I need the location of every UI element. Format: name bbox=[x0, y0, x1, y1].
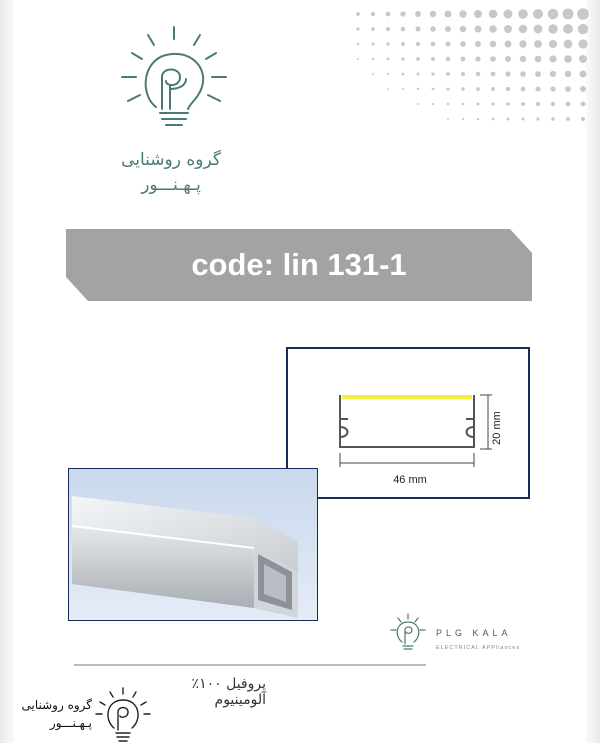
plg-lightbulb-logo bbox=[118, 25, 230, 137]
halftone-dot bbox=[356, 27, 359, 30]
halftone-dot bbox=[431, 72, 434, 75]
halftone-dot bbox=[431, 57, 435, 61]
product-code: code: lin 131-1 bbox=[191, 247, 407, 282]
halftone-dot bbox=[489, 25, 496, 32]
page-edge-left bbox=[0, 0, 14, 743]
halftone-dot bbox=[446, 57, 450, 61]
halftone-dot bbox=[490, 56, 496, 62]
footer-brand-name bbox=[0, 696, 92, 732]
product-photo bbox=[68, 468, 318, 621]
halftone-dot bbox=[562, 8, 573, 19]
halftone-dot bbox=[548, 9, 559, 20]
halftone-dot bbox=[431, 42, 436, 47]
halftone-dot bbox=[577, 8, 589, 20]
halftone-dot bbox=[462, 103, 465, 106]
halftone-dot bbox=[386, 27, 390, 31]
halftone-dot bbox=[430, 26, 436, 32]
halftone-dot bbox=[357, 43, 360, 46]
halftone-dot bbox=[549, 55, 556, 62]
halftone-dot bbox=[564, 55, 572, 63]
halftone-dot bbox=[491, 87, 495, 91]
halftone-dot bbox=[356, 12, 360, 16]
halftone-dot bbox=[461, 57, 466, 62]
halftone-dot bbox=[578, 39, 587, 48]
halftone-dot bbox=[430, 11, 436, 17]
halftone-dot bbox=[460, 41, 466, 47]
halftone-dot bbox=[505, 56, 511, 62]
halftone-dot bbox=[563, 24, 573, 34]
halftone-dot bbox=[475, 41, 481, 47]
product-description: پروفیل ۱۰۰٪ آلومینیوم bbox=[191, 676, 266, 708]
halftone-dot bbox=[400, 11, 405, 16]
product-code-banner bbox=[66, 229, 532, 301]
halftone-dot bbox=[506, 87, 510, 91]
halftone-dot bbox=[372, 73, 374, 75]
halftone-dot bbox=[519, 25, 527, 33]
brand-name-line2: پـهـنـــور bbox=[141, 175, 201, 195]
halftone-dot bbox=[551, 102, 555, 106]
halftone-dot bbox=[371, 27, 375, 31]
halftone-dot bbox=[521, 87, 526, 92]
halftone-dot bbox=[476, 102, 479, 105]
halftone-dot bbox=[416, 42, 420, 46]
halftone-dot bbox=[386, 12, 391, 17]
halftone-dot bbox=[565, 71, 572, 78]
halftone-dot bbox=[566, 117, 570, 121]
halftone-dot bbox=[477, 118, 479, 120]
halftone-dot bbox=[461, 87, 464, 90]
halftone-dot bbox=[506, 102, 510, 106]
halftone-dot bbox=[475, 26, 482, 33]
halftone-dot bbox=[415, 11, 421, 17]
halftone-dot bbox=[475, 56, 480, 61]
halftone-dot bbox=[476, 87, 480, 91]
kala-brand-name: PLG KALA bbox=[436, 628, 512, 638]
halftone-dot-pattern bbox=[350, 6, 590, 126]
halftone-dot bbox=[581, 117, 585, 121]
halftone-dot bbox=[371, 42, 374, 45]
halftone-dot bbox=[533, 9, 543, 19]
halftone-dot bbox=[402, 73, 405, 76]
footer-lightbulb-logo bbox=[94, 686, 152, 743]
halftone-dot bbox=[387, 88, 389, 90]
halftone-dot bbox=[417, 88, 419, 90]
halftone-dot bbox=[535, 71, 541, 77]
halftone-dot bbox=[372, 58, 374, 60]
halftone-dot bbox=[446, 72, 450, 76]
divider bbox=[74, 664, 426, 666]
halftone-dot bbox=[432, 103, 434, 105]
halftone-dot bbox=[401, 42, 405, 46]
halftone-dot bbox=[504, 25, 512, 33]
halftone-dot bbox=[476, 72, 480, 76]
halftone-dot bbox=[579, 55, 587, 63]
halftone-dot bbox=[521, 102, 525, 106]
halftone-dot bbox=[415, 26, 420, 31]
halftone-dot bbox=[462, 118, 464, 120]
halftone-dot bbox=[402, 88, 404, 90]
halftone-dot bbox=[504, 10, 513, 19]
footer-brand-line2: پـهـنـــور bbox=[49, 716, 92, 730]
dimension-width-label: 46 mm bbox=[393, 474, 427, 486]
halftone-dot bbox=[535, 56, 542, 63]
halftone-dot bbox=[505, 71, 510, 76]
halftone-dot bbox=[445, 26, 451, 32]
halftone-dot bbox=[507, 118, 510, 121]
halftone-dot bbox=[489, 10, 497, 18]
halftone-dot bbox=[416, 57, 420, 61]
halftone-dot bbox=[491, 102, 494, 105]
halftone-dot bbox=[550, 86, 555, 91]
halftone-dot bbox=[549, 40, 557, 48]
brand-name bbox=[96, 148, 246, 198]
halftone-dot bbox=[581, 102, 586, 107]
halftone-dot bbox=[447, 118, 449, 120]
halftone-dot bbox=[534, 40, 542, 48]
halftone-dot bbox=[565, 86, 571, 92]
halftone-dot bbox=[474, 10, 482, 18]
halftone-dot bbox=[416, 72, 419, 75]
halftone-dot bbox=[460, 26, 467, 33]
halftone-dot bbox=[459, 10, 466, 17]
halftone-dot bbox=[550, 71, 556, 77]
halftone-dot bbox=[536, 87, 541, 92]
halftone-dot bbox=[521, 117, 524, 120]
halftone-dot bbox=[445, 11, 452, 18]
halftone-dot bbox=[578, 24, 588, 34]
halftone-dot bbox=[520, 71, 526, 77]
halftone-dot bbox=[580, 86, 586, 92]
halftone-dot bbox=[447, 103, 449, 105]
kala-brand-subtitle: ELECTRICAL APPliances bbox=[436, 645, 521, 651]
halftone-dot bbox=[401, 57, 404, 60]
halftone-dot bbox=[491, 72, 496, 77]
halftone-dot bbox=[492, 118, 495, 121]
dimension-height-label: 20 mm bbox=[491, 411, 503, 445]
halftone-dot bbox=[536, 117, 539, 120]
halftone-dot bbox=[387, 73, 389, 75]
halftone-dot bbox=[386, 42, 389, 45]
halftone-dot bbox=[461, 72, 465, 76]
footer-brand-line1: گروه روشنایی bbox=[21, 698, 92, 712]
halftone-dot bbox=[387, 58, 390, 61]
halftone-dot bbox=[417, 103, 419, 105]
halftone-dot bbox=[520, 56, 526, 62]
halftone-dot bbox=[371, 12, 375, 16]
halftone-dot bbox=[534, 25, 543, 34]
halftone-dot bbox=[536, 102, 540, 106]
halftone-dot bbox=[548, 24, 557, 33]
halftone-dot bbox=[446, 87, 449, 90]
halftone-dot bbox=[357, 58, 359, 60]
halftone-dot bbox=[445, 41, 450, 46]
halftone-dot bbox=[401, 27, 406, 32]
halftone-dot bbox=[518, 9, 528, 19]
brand-name-line1: گروه روشنایی bbox=[121, 150, 221, 170]
halftone-dot bbox=[490, 41, 497, 48]
halftone-dot bbox=[551, 117, 555, 121]
halftone-dot bbox=[432, 88, 435, 91]
halftone-dot bbox=[564, 40, 573, 49]
halftone-dot bbox=[566, 102, 571, 107]
halftone-dot bbox=[580, 71, 587, 78]
halftone-dot bbox=[519, 40, 526, 47]
halftone-dot bbox=[505, 41, 512, 48]
